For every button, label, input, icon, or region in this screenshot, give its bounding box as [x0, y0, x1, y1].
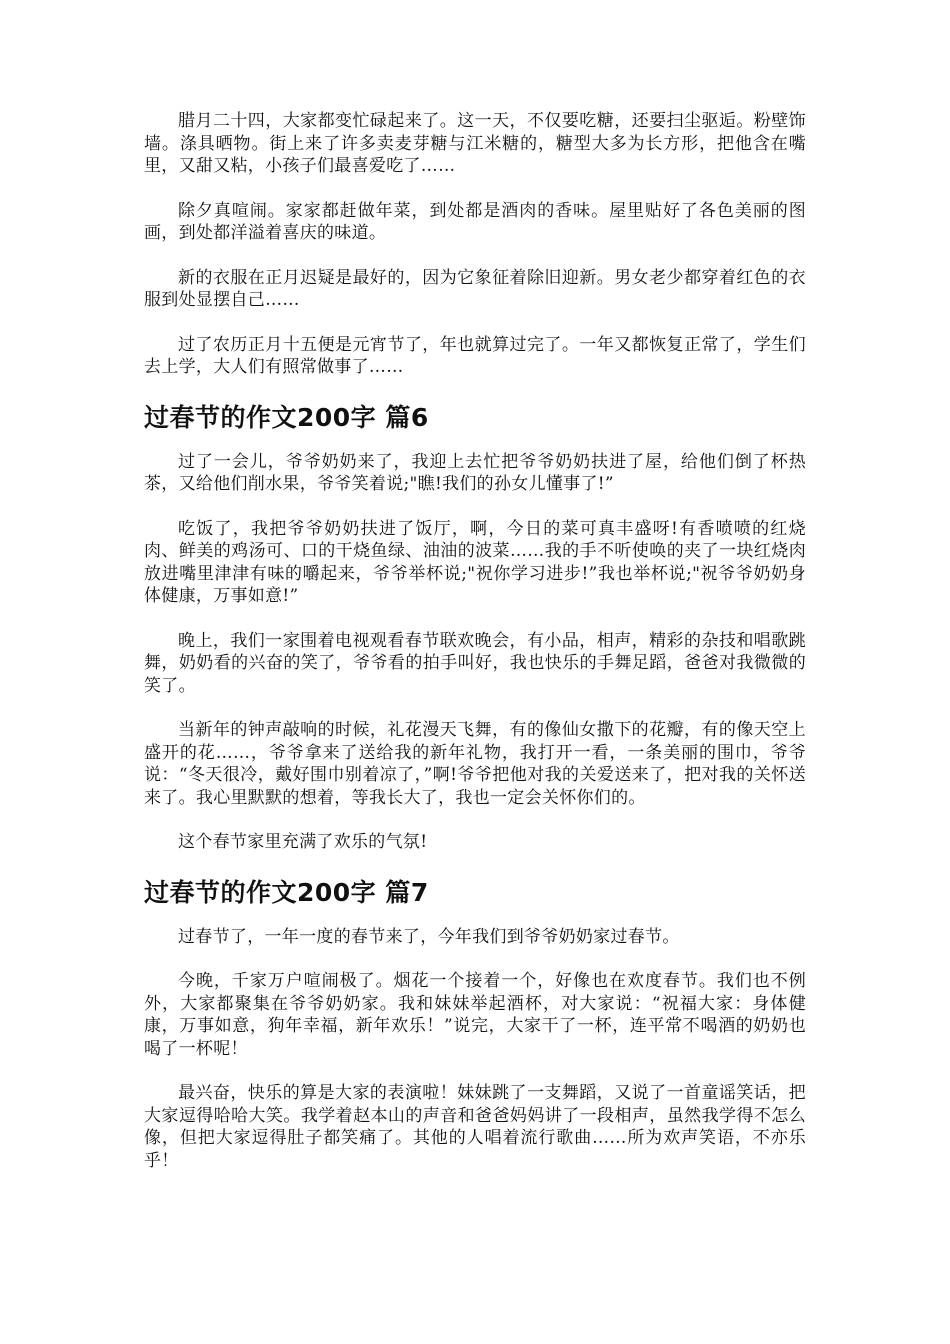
document-page	[144, 110, 806, 1194]
section-heading: 过春节的作文200字 篇7	[144, 877, 429, 907]
paragraph: 当新年的钟声敲响的时候，礼花漫天飞舞，有的像仙女撒下的花瓣，有的像天空上盛开的花……，爷爷拿来了送给我的新年礼物，我打开一看，一条美丽的围巾，爷爷说：“冬天很冷，戴好围巾别着凉了，”啊!爷爷把他对我的关爱送来了，把对我的关怀送来了。我心里默默的想着，等我长大了，我也一定会关怀你们的。	[144, 720, 806, 808]
section-7	[144, 876, 806, 1173]
section-heading: 过春节的作文200字 篇6	[144, 402, 429, 432]
paragraph: 吃饭了，我把爷爷奶奶扶进了饭厅，啊，今日的菜可真丰盛呀!有香喷喷的红烧肉、鲜美的鸡汤可、口的干烧鱼绿、油油的波菜……我的手不听使唤的夹了一块红烧肉放进嘴里津津有味的嚼起来，爷爷举杯说;"祝你学习进步!”我也举杯说;"祝爷爷奶奶身体健康，万事如意!”	[144, 518, 806, 606]
paragraph: 这个春节家里充满了欢乐的气氛!	[178, 832, 428, 852]
section-6	[144, 401, 806, 854]
paragraph: 过了农历正月十五便是元宵节了，年也就算过完了。一年又都恢复正常了，学生们去上学，大人们有照常做事了……	[144, 334, 806, 377]
paragraph: 今晚，千家万户喧闹极了。烟花一个接着一个，好像也在欢度春节。我们也不例外，大家都聚集在爷爷奶奶家。我和妹妹举起酒杯，对大家说：“祝福大家：身体健康，万事如意，狗年幸福，新年欢乐！”说完，大家干了一杯，连平常不喝酒的奶奶也喝了一杯呢！	[144, 971, 806, 1059]
paragraph: 腊月二十四，大家都变忙碌起来了。这一天，不仅要吃糖，还要扫尘驱逅。粉壁饰墙。涤具晒物。街上来了许多卖麦芽糖与江米糖的，糖型大多为长方形，把他含在嘴里，又甜又粘，小孩子们最喜爱吃了……	[144, 111, 806, 176]
paragraph: 过了一会儿，爷爷奶奶来了，我迎上去忙把爷爷奶奶扶进了屋，给他们倒了杯热茶，又给他们削水果，爷爷笑着说;"瞧!我们的孙女儿懂事了!”	[144, 451, 806, 494]
paragraph: 晚上，我们一家围着电视观看春节联欢晚会，有小品，相声，精彩的杂技和唱歌跳舞，奶奶看的兴奋的笑了，爷爷看的拍手叫好，我也快乐的手舞足蹈，爸爸对我微微的笑了。	[144, 630, 806, 696]
section-5-tail	[144, 110, 806, 379]
paragraph: 最兴奋，快乐的算是大家的表演啦！妹妹跳了一支舞蹈，又说了一首童谣笑话，把大家逗得哈哈大笑。我学着赵本山的声音和爸爸妈妈讲了一段相声，虽然我学得不怎么像，但把大家逗得肚子都笑痛了。其他的人唱着流行歌曲……所为欢声笑语，不亦乐乎！	[144, 1083, 806, 1171]
paragraph: 除夕真喧闹。家家都赶做年菜，到处都是酒肉的香味。屋里贴好了各色美丽的图画，到处都洋溢着喜庆的味道。	[144, 200, 806, 243]
paragraph: 过春节了，一年一度的春节来了，今年我们到爷爷奶奶家过春节。	[178, 926, 680, 947]
paragraph: 新的衣服在正月迟疑是最好的，因为它象征着除旧迎新。男女老少都穿着红色的衣服到处显摆自己……	[144, 267, 806, 310]
